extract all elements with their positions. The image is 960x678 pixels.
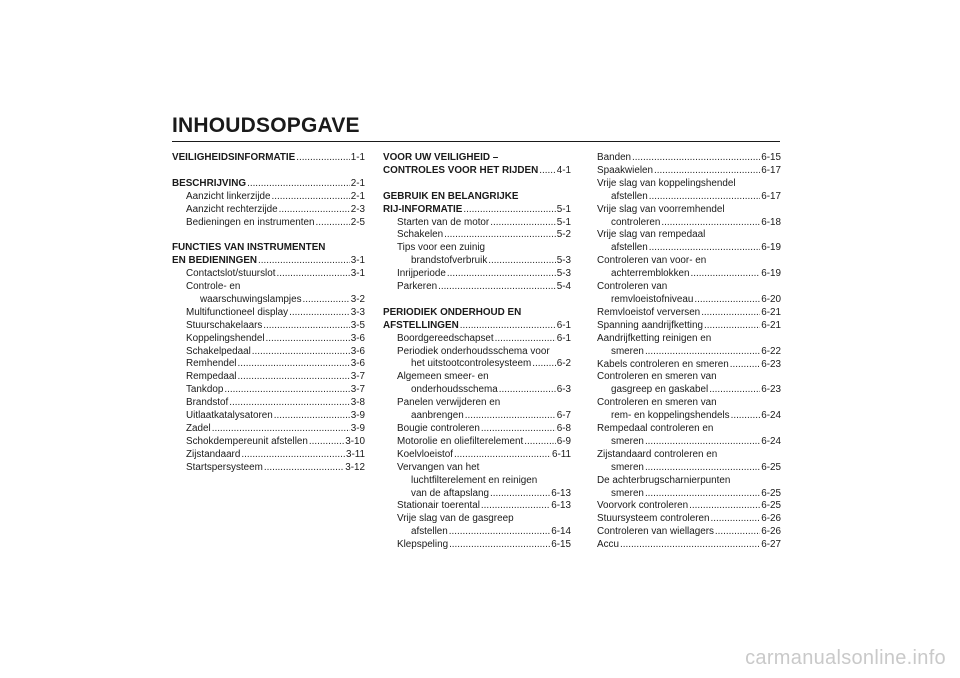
toc-entry-title: Accu [597,539,619,551]
toc-entry-title: luchtfilterelement en reinigen [411,474,538,486]
dot-leader [645,436,760,449]
toc-page-number: 6-25 [761,487,781,499]
dot-leader [465,410,556,423]
toc-entry [172,268,365,281]
dot-leader [645,346,760,359]
toc-entry-title: Contactslot/stuurslot [186,268,276,280]
watermark: carmanualsonline.info [745,647,946,669]
toc-page-number: 6-1 [556,319,571,331]
dot-leader [264,462,344,475]
toc-entry-title: Parkeren [397,281,438,293]
toc-entry [172,371,365,384]
toc-entry-title: smeren [611,435,644,447]
dot-leader [495,333,556,346]
toc-page-number: 3-5 [350,319,365,331]
dot-leader [449,539,550,552]
toc-heading [172,255,365,268]
toc-entry-title: Tankdop [186,384,224,396]
dot-leader [539,165,555,178]
toc-entry-title: De achterbrugscharnierpunten [597,474,731,486]
dot-leader [691,268,761,281]
toc-heading [383,307,571,320]
toc-entry-title: Schokdempereunit afstellen [186,435,308,447]
dot-leader [444,229,556,242]
section-gap [172,165,365,178]
dot-leader [454,449,551,462]
toc-page-number: 3-7 [350,384,365,396]
toc-page-number: 6-15 [761,152,781,163]
toc-entry-title: Remvloeistof verversen [597,306,701,318]
toc-entry-title: GEBRUIK EN BELANGRIJKE [383,190,519,202]
toc-page-number: 6-9 [556,435,571,447]
toc-entry [597,449,781,462]
toc-entry-title: Aanzicht linkerzijde [186,190,271,202]
dot-leader [481,500,550,513]
toc-entry-title: Vervangen van het [397,461,480,473]
dot-leader [645,462,760,475]
toc-entry [597,371,781,384]
toc-entry [383,371,571,384]
toc-entry [172,397,365,410]
toc-page-number: 6-24 [761,410,781,422]
toc-page-number: 6-15 [551,539,571,551]
toc-entry [383,333,571,346]
toc-heading [383,152,571,165]
toc-entry-title: Uitlaatkatalysatoren [186,410,273,422]
toc-page-number: 3-11 [345,448,365,460]
toc-entry [383,488,571,501]
toc-entry [172,281,365,294]
toc-entry [383,513,571,526]
toc-entry-title: Vrije slag van de gasgreep [397,513,514,525]
toc-entry-title: Vrije slag van voorremhendel [597,203,725,215]
toc-entry [597,217,781,230]
toc-entry [597,333,781,346]
toc-entry [172,449,365,462]
dot-leader [654,165,760,178]
toc-entry-title: BESCHRIJVING [172,177,247,189]
toc-page-number: 3-8 [350,397,365,409]
dot-leader [649,242,760,255]
toc-entry-title: VOOR UW VEILIGHEID – [383,152,499,163]
toc-entry [597,191,781,204]
toc-entry [383,462,571,475]
toc-page-number: 6-11 [551,448,571,460]
toc-entry [172,320,365,333]
toc-entry [383,229,571,242]
dot-leader [315,217,349,230]
toc-entry-title: Inrijperiode [397,268,446,280]
dot-leader [252,346,350,359]
toc-entry-title: achterremblokken [611,268,690,280]
toc-entry [597,255,781,268]
toc-page-number: 4-1 [556,164,571,176]
toc-page-number: 6-24 [761,435,781,447]
dot-leader [488,255,555,268]
toc-entry-title: Multifunctioneel display [186,306,289,318]
toc-entry-title: rem- en koppelingshendels [611,410,730,422]
toc-page-number: 6-1 [556,332,571,344]
toc-entry [172,191,365,204]
dot-leader [730,359,760,372]
toc-entry [597,500,781,513]
toc-entry [597,152,781,165]
toc-heading [383,165,571,178]
dot-leader [276,268,349,281]
dot-leader [272,191,350,204]
dot-leader [447,268,556,281]
toc-entry-title: Controleren van wiellagers [597,526,714,538]
dot-leader [689,500,760,513]
toc-entry [383,242,571,255]
toc-page-number: 5-3 [556,255,571,267]
toc-entry-title: Tips voor een zuinig [397,242,486,254]
dot-leader [212,423,350,436]
toc-page-number: 2-5 [350,216,365,228]
dot-leader [258,255,350,268]
toc-page-number: 6-23 [761,384,781,396]
dot-leader [499,384,556,397]
toc-entry [597,475,781,488]
dot-leader [649,191,760,204]
toc-page-number: 6-25 [761,500,781,512]
toc-page-number: 6-22 [761,345,781,357]
toc-entry-title: Aanzicht rechterzijde [186,203,278,215]
toc-entry-title: waarschuwingslampjes [200,293,302,305]
toc-entry [383,397,571,410]
toc-entry [597,359,781,372]
toc-entry [597,397,781,410]
toc-heading [172,152,365,165]
toc-heading [383,320,571,333]
toc-entry-title: Voorvork controleren [597,500,689,512]
dot-leader [274,410,350,423]
toc-entry-title: Zijstandaard controleren en [597,448,718,460]
toc-entry [597,242,781,255]
toc-page-number: 3-3 [350,306,365,318]
toc-entry [383,436,571,449]
toc-entry [597,294,781,307]
toc-entry [597,423,781,436]
toc-entry-title: VEILIGHEIDSINFORMATIE [172,152,296,163]
toc-entry-title: afstellen [611,242,648,254]
toc-entry [383,346,571,359]
toc-entry-title: Koppelingshendel [186,332,265,344]
toc-page-number: 3-10 [345,435,365,447]
toc-entry [597,320,781,333]
toc-entry-title: smeren [611,461,644,473]
title-rule [172,141,780,142]
toc-entry-title: Bougie controleren [397,423,480,434]
dot-leader [241,449,345,462]
toc-entry [597,436,781,449]
toc-column-2 [383,152,571,552]
toc-entry-title: AFSTELLINGEN [383,319,459,331]
toc-page-number: 6-21 [761,319,781,331]
toc-entry-title: Spanning aandrijfketting [597,319,703,331]
toc-page-number: 6-23 [761,358,781,370]
toc-entry [597,204,781,217]
section-gap [383,178,571,191]
toc-page-number: 6-2 [556,358,571,370]
dot-leader [460,320,556,333]
toc-page-number: 2-3 [350,203,365,215]
dot-leader [532,358,556,371]
toc-page-number: 5-4 [556,281,571,293]
toc-entry-title: Stuursysteem controleren [597,513,710,525]
section-gap [172,229,365,242]
toc-entry-title: Controleren van [597,281,668,293]
dot-leader [289,307,350,320]
toc-entry-title: Stationair toerental [397,500,480,512]
toc-heading [383,191,571,204]
dot-leader [490,217,556,230]
toc-column-1 [172,152,365,475]
toc-entry [172,462,365,475]
toc-entry [383,449,571,462]
dot-leader [701,307,760,320]
toc-page-number: 3-9 [350,423,365,434]
toc-page-number: 6-14 [551,526,571,538]
dot-leader [247,178,350,191]
toc-page-number: 6-13 [551,500,571,512]
toc-entry-title: afstellen [411,526,448,538]
toc-entry [172,294,365,307]
toc-entry-title: gasgreep en gaskabel [611,384,709,396]
dot-leader [238,371,350,384]
toc-entry [597,281,781,294]
toc-entry-title: aanbrengen [411,410,464,422]
toc-entry [597,526,781,539]
toc-page-number: 6-17 [761,164,781,176]
toc-page-number: 6-8 [556,423,571,434]
toc-entry-title: Controle- en [186,281,241,293]
toc-entry [383,423,571,436]
toc-entry [383,281,571,294]
dot-leader [524,436,555,449]
toc-entry [172,346,365,359]
toc-heading [172,178,365,191]
dot-leader [709,384,760,397]
toc-page-number: 5-1 [556,203,571,215]
toc-entry [383,526,571,539]
toc-entry [172,358,365,371]
toc-entry-title: Vrije slag van koppelingshendel [597,177,736,189]
dot-leader [263,320,349,333]
toc-entry [383,410,571,423]
toc-entry-title: onderhoudsschema [411,384,498,396]
toc-entry [597,539,781,552]
toc-entry [383,500,571,513]
toc-entry [383,384,571,397]
toc-entry-title: Boordgereedschapset [397,332,494,344]
toc-entry-title: Kabels controleren en smeren [597,358,729,370]
toc-page-number: 5-2 [556,229,571,241]
toc-entry [383,358,571,371]
dot-leader [449,526,550,539]
toc-entry [597,178,781,191]
toc-entry-title: Motorolie en oliefilterelement [397,435,524,447]
toc-entry [597,346,781,359]
toc-entry [597,410,781,423]
toc-page-number: 3-12 [345,461,365,473]
toc-entry-title: Controleren van voor- en [597,255,707,267]
toc-entry-title: afstellen [611,190,648,202]
toc-entry-title: Spaakwielen [597,164,653,176]
dot-leader [694,294,760,307]
toc-entry [597,513,781,526]
toc-page-number: 3-2 [350,293,365,305]
dot-leader [661,217,760,230]
toc-page-number: 3-9 [350,410,365,422]
toc-entry [597,229,781,242]
dot-leader [438,281,556,294]
toc-entry-title: smeren [611,345,644,357]
toc-entry [172,384,365,397]
toc-page-number: 3-1 [350,255,365,267]
toc-entry-title: remvloeistofniveau [611,293,694,305]
dot-leader [303,294,350,307]
toc-entry [597,488,781,501]
toc-entry-title: Schakelen [397,229,444,241]
toc-entry [172,423,365,436]
toc-entry-title: Vrije slag van rempedaal [597,229,706,241]
toc-entry [172,204,365,217]
toc-entry-title: Klepspeling [397,539,449,551]
toc-page-number: 3-6 [350,358,365,370]
toc-page-number: 6-3 [556,384,571,396]
toc-entry-title: Remhendel [186,358,237,370]
toc-entry-title: Zadel [186,423,211,434]
toc-entry [597,307,781,320]
dot-leader [704,320,760,333]
toc-entry-title: Panelen verwijderen en [397,397,501,409]
toc-entry-title: Controleren en smeren van [597,371,717,383]
toc-page-number: 2-1 [350,177,365,189]
toc-entry-title: EN BEDIENINGEN [172,255,258,267]
toc-page-number: 5-1 [556,216,571,228]
toc-page-number: 3-6 [350,332,365,344]
toc-heading [383,204,571,217]
toc-entry-title: van de aftapslang [411,487,489,499]
toc-entry-title: Rempedaal [186,371,237,383]
toc-entry [597,384,781,397]
toc-page-number: 6-21 [761,306,781,318]
toc-entry [172,307,365,320]
toc-entry-title: CONTROLES VOOR HET RIJDEN [383,164,539,176]
toc-entry-title: RIJ-INFORMATIE [383,203,463,215]
toc-entry-title: Periodiek onderhoudsschema voor [397,345,550,357]
toc-page-number: 3-7 [350,371,365,383]
toc-page-number: 1-1 [350,152,365,163]
dot-leader [490,488,550,501]
toc-entry-title: controleren [611,216,661,228]
toc-entry [172,410,365,423]
toc-entry-title: Zijstandaard [186,448,241,460]
toc-page-number: 3-6 [350,345,365,357]
toc-entry-title: Brandstof [186,397,229,409]
toc-page-number: 6-27 [761,539,781,551]
toc-page-number: 6-19 [761,242,781,254]
toc-entry-title: Algemeen smeer- en [397,371,489,383]
toc-entry [383,255,571,268]
dot-leader [715,526,760,539]
toc-column-3 [597,152,781,552]
toc-entry [383,268,571,281]
toc-page-number: 6-18 [761,216,781,228]
dot-leader [309,436,344,449]
toc-entry [172,436,365,449]
toc-entry [597,165,781,178]
toc-entry-title: FUNCTIES VAN INSTRUMENTEN [172,242,326,254]
dot-leader [279,204,350,217]
toc-entry-title: Schakelpedaal [186,345,251,357]
section-gap [383,294,571,307]
dot-leader [238,358,350,371]
dot-leader [481,423,556,436]
toc-entry-title: Aandrijfketting reinigen en [597,332,712,344]
toc-page-number: 6-25 [761,461,781,473]
toc-entry-title: Koelvloeistof [397,448,453,460]
toc-page-number: 6-26 [761,526,781,538]
dot-leader [266,333,350,346]
toc-page-number: 6-19 [761,268,781,280]
toc-page-number: 6-20 [761,293,781,305]
toc-page-number: 6-13 [551,487,571,499]
toc-entry [172,217,365,230]
toc-entry-title: Bedieningen en instrumenten [186,216,315,228]
toc-page-number: 6-17 [761,190,781,202]
dot-leader [463,204,555,217]
toc-page-number: 2-1 [350,190,365,202]
toc-page-number: 3-1 [350,268,365,280]
toc-entry-title: PERIODIEK ONDERHOUD EN [383,306,522,318]
toc-heading [172,242,365,255]
toc-entry-title: Controleren en smeren van [597,397,717,409]
toc-entry [172,333,365,346]
toc-entry-title: Rempedaal controleren en [597,423,714,435]
dot-leader [224,384,349,397]
dot-leader [645,488,760,501]
dot-leader [731,410,761,423]
toc-entry [383,475,571,488]
toc-entry [383,217,571,230]
toc-page-number: 6-7 [556,410,571,422]
dot-leader [632,152,760,165]
toc-entry [597,268,781,281]
toc-entry-title: smeren [611,487,644,499]
dot-leader [620,539,760,552]
toc-entry-title: brandstofverbruik [411,255,488,267]
toc-entry [383,539,571,552]
dot-leader [296,152,349,165]
toc-entry-title: Startspersysteem [186,461,263,473]
toc-entry-title: Stuurschakelaars [186,319,263,331]
dot-leader [711,513,761,526]
dot-leader [229,397,349,410]
toc-page-number: 5-3 [556,268,571,280]
toc-entry-title: Starten van de motor [397,216,490,228]
page-title: INHOUDSOPGAVE [172,114,360,137]
toc-entry-title: het uitstootcontrolesysteem [411,358,532,370]
toc-entry-title: Banden [597,152,632,163]
toc-page-number: 6-26 [761,513,781,525]
toc-entry [597,462,781,475]
